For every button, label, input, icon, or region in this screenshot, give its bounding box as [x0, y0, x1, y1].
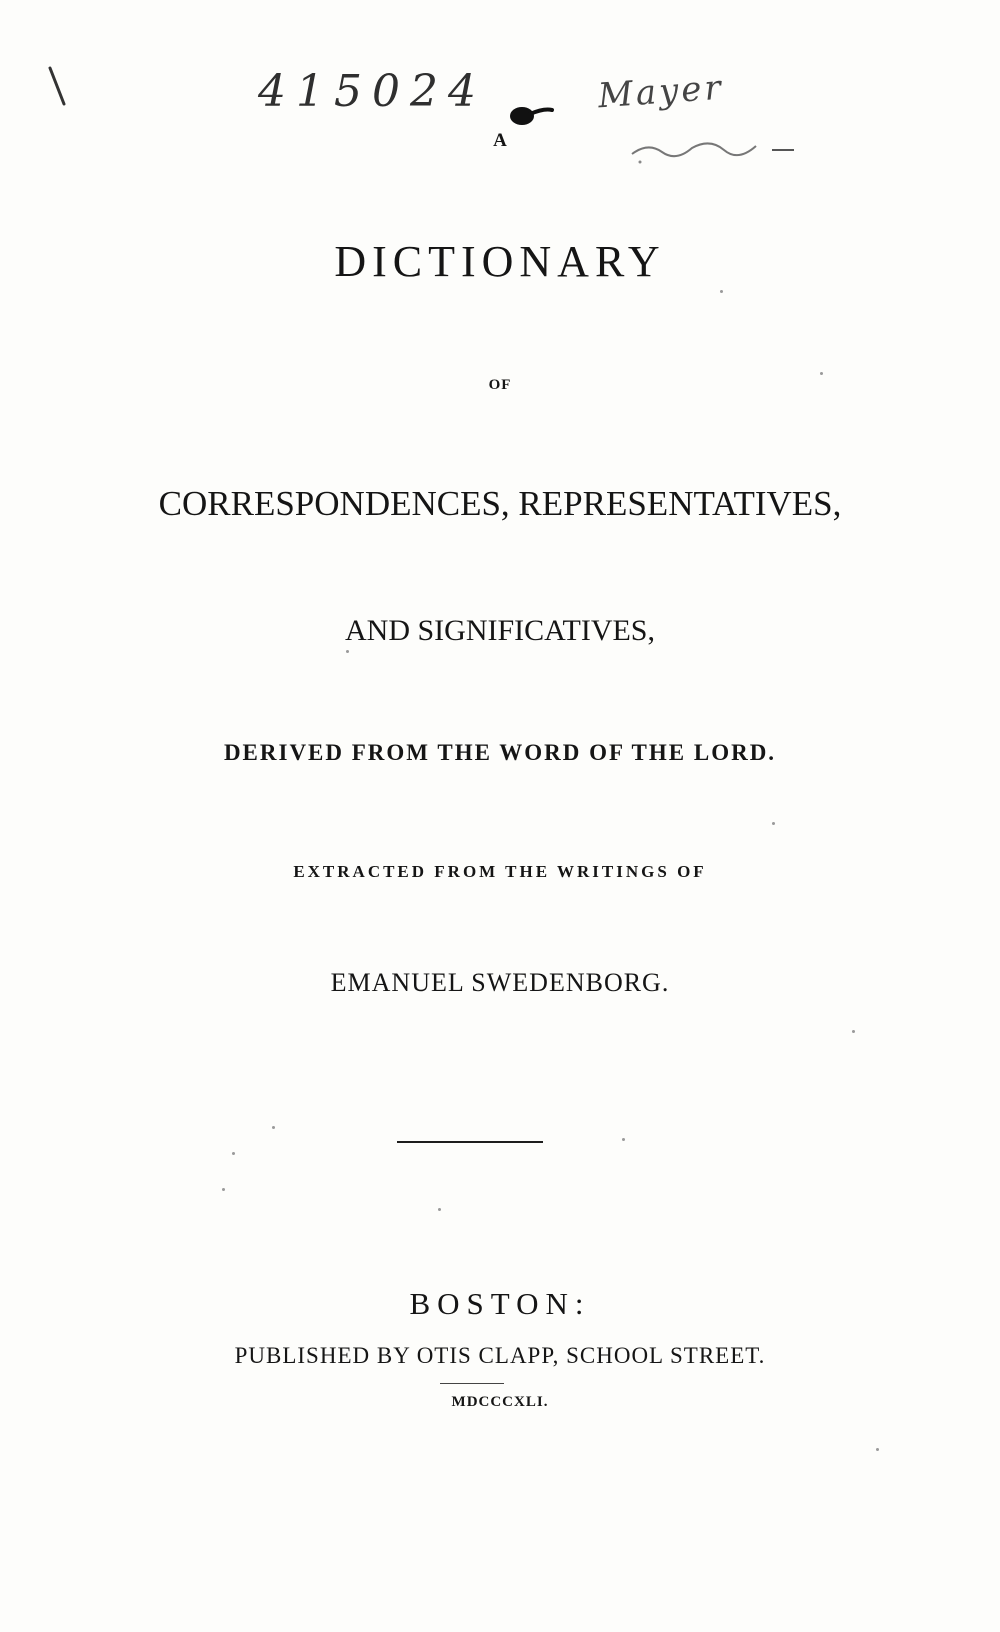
paper-speck — [852, 1030, 855, 1033]
paper-speck — [222, 1188, 225, 1191]
imprint-publisher: PUBLISHED BY OTIS CLAPP, SCHOOL STREET. — [234, 1343, 766, 1368]
extracted-line: EXTRACTED FROM THE WRITINGS OF — [293, 862, 707, 881]
year-rule — [440, 1383, 504, 1384]
paper-speck — [346, 650, 349, 653]
imprint-year: MDCCCXLI. — [451, 1394, 549, 1410]
title-article: A — [493, 130, 507, 151]
ink-blot — [506, 100, 556, 130]
derived-line: DERIVED FROM THE WORD OF THE LORD. — [223, 740, 777, 765]
book-title: DICTIONARY — [334, 237, 666, 286]
paper-speck — [720, 290, 723, 293]
paper-speck — [272, 1126, 275, 1129]
title-of: OF — [488, 377, 512, 393]
handwritten-signature: Mayer — [596, 67, 725, 117]
handwritten-accession-number: 415024 — [258, 66, 486, 117]
subtitle-line-1: CORRESPONDENCES, REPRESENTATIVES, — [158, 484, 842, 523]
paper-speck — [622, 1138, 625, 1141]
decorative-rule — [397, 1141, 543, 1143]
paper-speck — [232, 1152, 235, 1155]
pencil-mark — [44, 64, 74, 110]
imprint-city: BOSTON: — [409, 1286, 591, 1321]
paper-speck — [876, 1448, 879, 1451]
author-name: EMANUEL SWEDENBORG. — [330, 968, 670, 997]
subtitle-line-2: AND SIGNIFICATIVES, — [344, 614, 655, 647]
paper-speck — [438, 1208, 441, 1211]
paper-speck — [820, 372, 823, 375]
paper-speck — [772, 822, 775, 825]
